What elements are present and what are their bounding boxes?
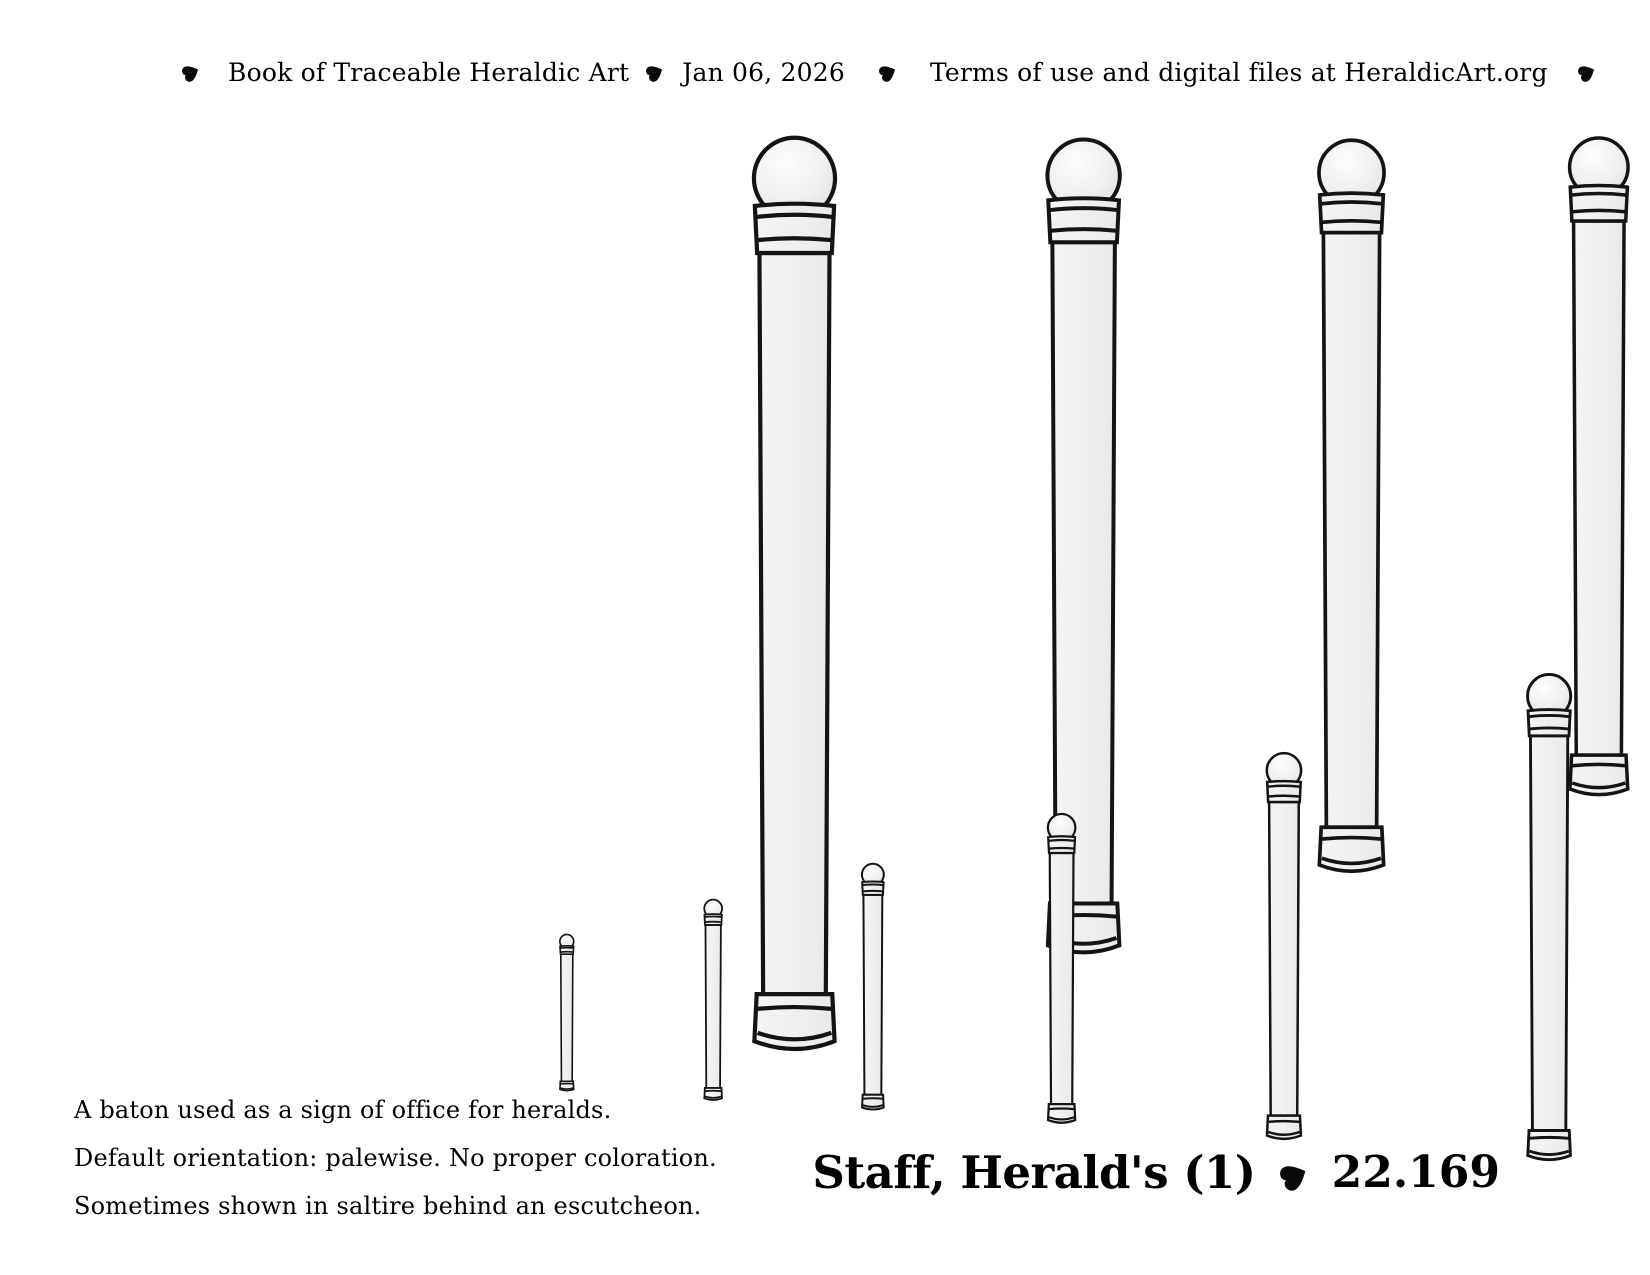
staff-small-4 (1048, 814, 1075, 1123)
staff-large-3 (1319, 140, 1384, 871)
book-title: Book of Traceable Heraldic Art (228, 57, 630, 87)
description-block (74, 1086, 717, 1230)
description-line-3: Sometimes shown in saltire behind an escutcheon. (74, 1192, 702, 1220)
staff-large-1 (754, 138, 835, 1049)
terms-link[interactable]: Terms of use and digital files at HeraldicArt.org (929, 57, 1548, 87)
staff-large-4 (1570, 138, 1628, 795)
edition-date: Jan 06, 2026 (682, 57, 845, 87)
staff-small-6 (1528, 674, 1571, 1159)
description-line-1: A baton used as a sign of office for heralds. (74, 1096, 612, 1124)
page-footer (812, 1146, 1500, 1199)
charge-title: Staff, Herald's (1) (812, 1146, 1256, 1199)
reference-number: 22.169 (1331, 1147, 1500, 1198)
description-line-2: Default orientation: palewise. No proper coloration. (74, 1144, 717, 1172)
staff-small-2 (704, 900, 722, 1100)
fleuron-icon (1280, 1161, 1310, 1191)
staff-small-3 (862, 864, 884, 1110)
staff-small-5 (1267, 753, 1301, 1139)
staff-small-1 (560, 934, 574, 1090)
